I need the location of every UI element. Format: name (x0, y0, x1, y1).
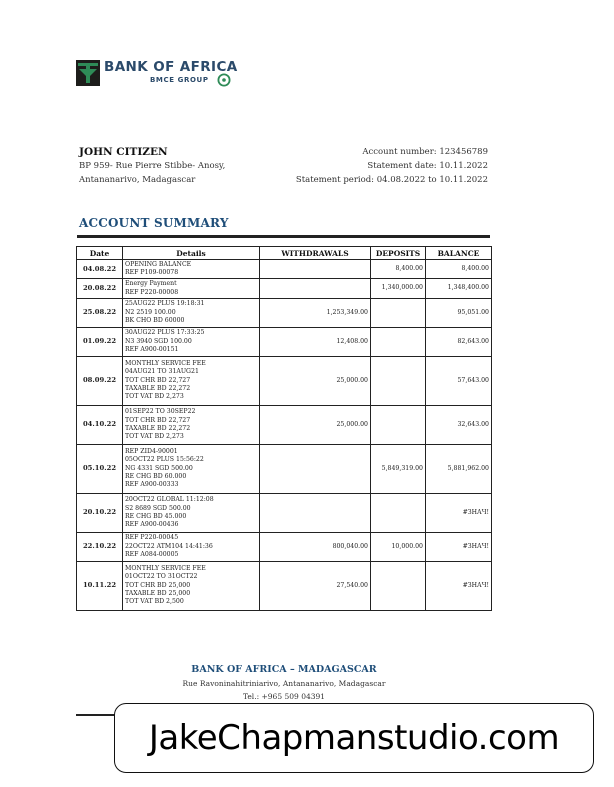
row-balance: 32,643.00 (426, 405, 492, 444)
customer-address-line1: BP 959- Rue Pierre Stibbe- Anosy, (79, 161, 226, 171)
detail-line: 20OCT22 GLOBAL 11:12:08 (125, 496, 214, 504)
row-balance: #ЗНАЧ! (426, 532, 492, 561)
detail-line: REF A900-00151 (125, 345, 179, 353)
row-details (123, 327, 260, 356)
row-withdrawal: 1,253,349.00 (260, 298, 371, 327)
row-details (123, 356, 260, 405)
table-row (77, 327, 492, 356)
detail-line: TOT VAT BD 2,500 (125, 598, 184, 606)
table-row (77, 561, 492, 610)
row-date: 20.10.22 (77, 493, 123, 532)
row-date: 25.08.22 (77, 298, 123, 327)
row-deposit (371, 356, 426, 405)
detail-line: REP ZID4-90001 (125, 448, 178, 456)
table-row (77, 493, 492, 532)
detail-line: S2 8689 SGD 500.00 (125, 504, 191, 512)
table-row (77, 444, 492, 493)
row-date: 04.08.22 (77, 260, 123, 279)
bmce-circle-icon (217, 73, 231, 87)
detail-line: NG 4331 SGD 500.00 (125, 464, 193, 472)
row-details (123, 279, 260, 298)
detail-line: RE CHG BD 45.000 (125, 512, 187, 520)
detail-line: 25AUG22 PLUS 19:18:31 (125, 300, 205, 308)
detail-line: TAXABLE BD 22,272 (125, 424, 191, 432)
row-deposit (371, 493, 426, 532)
row-balance: 82,643.00 (426, 327, 492, 356)
column-header-balance: BALANCE (426, 247, 492, 260)
column-header-deposits: DEPOSITS (371, 247, 426, 260)
detail-line: OPENING BALANCE (125, 261, 192, 268)
row-details (123, 298, 260, 327)
column-header-withdrawals: WITHDRAWALS (260, 247, 371, 260)
row-withdrawal (260, 279, 371, 298)
row-withdrawal: 800,040.00 (260, 532, 371, 561)
row-deposit (371, 298, 426, 327)
row-date: 04.10.22 (77, 405, 123, 444)
detail-line: 01OCT22 TO 31OCT22 (125, 573, 198, 581)
detail-line: REF A084-00005 (125, 550, 179, 558)
detail-line: TOT CHR BD 22,727 (125, 416, 191, 424)
detail-line: TOT CHR BD 25,000 (125, 581, 191, 589)
row-withdrawal (260, 260, 371, 279)
footer-bank-name: BANK OF AFRICA – MADAGASCAR (191, 664, 377, 675)
row-balance: 95,051.00 (426, 298, 492, 327)
detail-line: 30AUG22 PLUS 17:33:25 (125, 329, 205, 337)
row-date: 08.09.22 (77, 356, 123, 405)
row-withdrawal: 25,000.00 (260, 356, 371, 405)
table-row (77, 405, 492, 444)
detail-line: REF P109-00078 (125, 269, 179, 277)
row-withdrawal (260, 493, 371, 532)
detail-line: N3 3940 SGD 100.00 (125, 337, 192, 345)
statement-date: Statement date: 10.11.2022 (367, 161, 488, 171)
row-deposit: 8,400.00 (371, 260, 426, 279)
customer-name: JOHN CITIZEN (79, 146, 168, 158)
row-balance: 57,643.00 (426, 356, 492, 405)
row-withdrawal: 27,540.00 (260, 561, 371, 610)
table-row (77, 356, 492, 405)
bank-name: BANK OF AFRICA (104, 59, 238, 75)
detail-line: REF P220-00008 (125, 288, 179, 296)
detail-line: TAXABLE BD 22,272 (125, 384, 191, 392)
row-withdrawal (260, 444, 371, 493)
detail-line: 04AUG21 TO 31AUG21 (125, 368, 199, 376)
detail-line: TOT VAT BD 2,273 (125, 432, 184, 440)
row-details (123, 260, 260, 279)
column-header-date: Date (77, 247, 123, 260)
row-balance: #ЗНАЧ! (426, 561, 492, 610)
column-header-details: Details (123, 247, 260, 260)
bank-logo-mark-icon (76, 60, 100, 86)
row-deposit (371, 405, 426, 444)
row-deposit: 1,340,000.00 (371, 279, 426, 298)
row-details (123, 405, 260, 444)
row-details (123, 444, 260, 493)
row-details (123, 561, 260, 610)
table-header-row (77, 247, 492, 260)
row-deposit: 5,849,319.00 (371, 444, 426, 493)
detail-line: RE CHG BD 60.000 (125, 472, 187, 480)
detail-line: MONTHLY SERVICE FEE (125, 565, 206, 573)
transactions-table (76, 246, 492, 611)
table-row (77, 298, 492, 327)
detail-line: MONTHLY SERVICE FEE (125, 360, 206, 368)
summary-divider (77, 235, 490, 238)
row-date: 01.09.22 (77, 327, 123, 356)
row-date: 05.10.22 (77, 444, 123, 493)
bank-logo (76, 58, 246, 92)
detail-line: N2 2519 100.00 (125, 308, 176, 316)
footer-telephone: Tel.: +965 509 04391 (242, 692, 326, 701)
detail-line: REF A900-00333 (125, 481, 179, 489)
detail-line: REF A900-00436 (125, 520, 179, 528)
row-deposit: 10,000.00 (371, 532, 426, 561)
row-withdrawal: 12,408.00 (260, 327, 371, 356)
detail-line: Energy Payment (125, 280, 177, 288)
row-deposit (371, 561, 426, 610)
row-balance: 5,881,962.00 (426, 444, 492, 493)
table-row (77, 260, 492, 279)
transactions-body (77, 260, 492, 611)
table-row (77, 279, 492, 298)
statement-period: Statement period: 04.08.2022 to 10.11.2022 (295, 175, 488, 185)
row-withdrawal: 25,000.00 (260, 405, 371, 444)
row-balance: 1,348,400.00 (426, 279, 492, 298)
customer-address-line2: Antananarivo, Madagascar (79, 175, 196, 185)
detail-line: BK CHO BD 60000 (125, 316, 185, 324)
detail-line: 05OCT22 PLUS 15:56:22 (125, 456, 204, 464)
row-date: 22.10.22 (77, 532, 123, 561)
detail-line: 22OCT22 ATM104 14:41:36 (125, 542, 213, 550)
account-summary-title: ACCOUNT SUMMARY (79, 216, 229, 230)
detail-line: TAXABLE BD 25,000 (125, 589, 191, 597)
footer-address: Rue Ravoninahitriniarivo, Antananarivo, Madagascar (182, 679, 386, 688)
row-details (123, 493, 260, 532)
detail-line: 01SEP22 TO 30SEP22 (125, 408, 196, 416)
table-row (77, 532, 492, 561)
account-number: Account number: 123456789 (362, 147, 488, 157)
row-deposit (371, 327, 426, 356)
row-date: 10.11.22 (77, 561, 123, 610)
bank-group: BMCE GROUP (150, 76, 209, 84)
watermark-banner: JakeChapmanstudio.com (114, 703, 594, 773)
detail-line: REF P220-00045 (125, 534, 179, 542)
row-balance: #ЗНАЧ! (426, 493, 492, 532)
row-date: 20.08.22 (77, 279, 123, 298)
detail-line: TOT VAT BD 2,273 (125, 393, 184, 401)
row-balance: 8,400.00 (426, 260, 492, 279)
row-details (123, 532, 260, 561)
detail-line: TOT CHR BD 22,727 (125, 376, 191, 384)
